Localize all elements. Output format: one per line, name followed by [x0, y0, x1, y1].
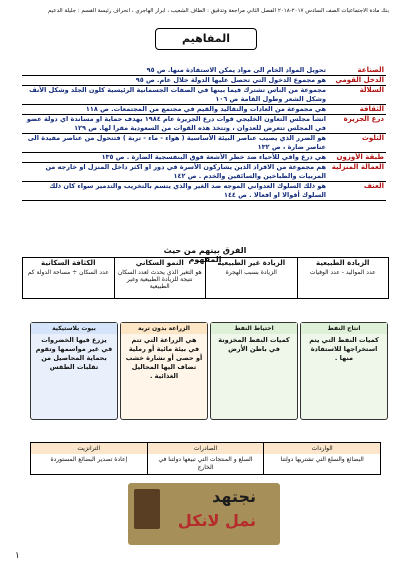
comparison-cell — [297, 258, 389, 298]
comparison-body: هو التغير الذي يحدث لعدد السكان نتيجة للزيادة الطبيعية وغير الطبيعية — [117, 269, 202, 290]
trade-cell: البضائع والسلع التي تشتريها دولتنا — [280, 456, 364, 463]
logo — [128, 483, 280, 545]
concept-term: الصناعة — [357, 66, 384, 74]
concept-row — [22, 66, 386, 76]
trade-column-exports — [147, 443, 264, 474]
comparison-cell — [114, 258, 206, 298]
box-header: بيوت بلاستيكية — [31, 323, 117, 334]
trade-cell: إعادة تصدير البضائع المستوردة — [50, 456, 128, 463]
box-header: احتياط النفط — [211, 323, 297, 334]
concept-row — [22, 134, 386, 153]
box-body: يزرع فيها الخضروات في غير مواسمها وتقوم بحماية المحاصيل من تقلبات الطقس — [35, 336, 113, 371]
box-header: الزراعة بدون تربة — [121, 323, 207, 334]
comparison-title: الفرق بينهم من حيث المفهوم — [163, 246, 247, 264]
concept-definition: انشأ مجلس التعاون الخليجي قوات درع الجزيرة عام ١٩٨٤ بهدف حماية او مساندة اي دولة عضو في المجلس تتعرض للعدوان ، وتتخذ هذه القوات من السعودية مقرا لها. ص ١٢٩ — [26, 115, 326, 132]
concept-term: العمالة المنزلية — [331, 163, 384, 171]
concept-term: التلوث — [361, 134, 384, 142]
concept-row — [22, 153, 386, 163]
concept-definition: هي مجموعة من العادات والتقاليد والقيم في مجتمع من المجتمعات. ص ١١٨ — [85, 105, 326, 113]
page-header: بنك مادة الاجتماعيات الصف السادس ٢٠١٧-٢٠١٨ الفصل الثاني مراجعة وتدقيق : الطاف الشعيب ، ابرار الهاجري ، انحراف رئيسة القسم : جليلة الدعيم — [47, 8, 389, 14]
comparison-header: النمو السكاني — [135, 259, 184, 267]
comparison-body: عدد السكان ÷ مساحة الدولة كم — [27, 269, 109, 276]
concept-row — [22, 105, 386, 115]
trade-cell: السلع و المنتجات التي تبيعها دولتنا في الخارج — [158, 456, 253, 471]
page-number: ١ — [15, 551, 20, 561]
concepts-table — [22, 66, 386, 201]
box-body: هي الزراعة التي تتم في بيئة مائية أو رملية أو حصى أو نشارة خشب تضاف اليها المحاليل الغذائية . — [125, 336, 203, 380]
box-oil-production — [300, 322, 388, 420]
box-soilless-farming — [120, 322, 208, 420]
comparison-header: الزيادة غير الطبيعية — [217, 259, 286, 267]
logo-line-1: نجتهد — [212, 487, 256, 506]
comparison-table — [22, 257, 389, 299]
comparison-header: الزيادة الطبيعية — [316, 259, 370, 267]
comparison-header: الكثافة السكانية — [41, 259, 96, 267]
box-body: كميات النفط التي يتم استخراجها للاستفادة منها . — [309, 336, 379, 362]
trade-table — [30, 442, 381, 475]
trade-header: الترانزيت — [31, 443, 147, 454]
concept-definition: هو الضرر الذي يصيب عناصر البيئة الأساسية ( هواء - ماء - تربة ) فتتحول من عناصر مفيدة الى عناصر ضارة ، ص ١٣٢ — [27, 134, 326, 151]
concept-row — [22, 115, 386, 134]
trade-header: الصادرات — [148, 443, 264, 454]
logo-line-2: نمل لانكل — [177, 511, 256, 530]
box-header: انتاج النفط — [301, 323, 387, 334]
concept-row — [22, 182, 386, 201]
concept-definition: مجموعة من الناس تشترك فيما بينها في الصفات الجسمانية الرئيسية كلون الجلد وشكل الأنف وشكل الشعر وطول القامة ص ١٠٦ — [29, 86, 326, 103]
concept-row — [22, 86, 386, 105]
trade-header: الواردات — [264, 443, 380, 454]
box-greenhouses — [30, 322, 118, 420]
books-icon — [134, 489, 160, 529]
concept-definition: هي درع واقي للأحياء ضد خطر الأشعة فوق البنفسجية الضارة . ص ١٣٥ — [101, 153, 326, 161]
page-title: المفاهيم — [155, 28, 257, 50]
trade-column-imports — [263, 443, 380, 474]
comparison-cell — [23, 258, 114, 298]
concept-term: الثقافة — [359, 105, 384, 113]
comparison-body: عدد المواليد - عدد الوفيات — [309, 269, 376, 276]
concept-term: العنف — [363, 182, 384, 190]
concept-term: درع الجزيرة — [343, 115, 384, 123]
box-body: كميات النفط المخزونة في باطن الأرض — [218, 336, 290, 353]
box-oil-reserve — [210, 322, 298, 420]
trade-column-transit — [31, 443, 147, 474]
concept-term: طبقة الأوزون — [336, 153, 384, 161]
concept-definition: هو ذلك السلوك العدواني الموجه ضد الغير والذي يتسم بالتخريب والتدمير سواء كان ذلك السلوك أقوالا او افعالا . ص ١٤٤ — [49, 182, 326, 199]
comparison-cell — [205, 258, 297, 298]
concept-term: الدخل القومي — [335, 76, 384, 84]
concept-definition: هم مجموعة من الافراد الذين يشاركون الأسرة في دور او اكثر داخل المنزل او خارجه من المربيات والطباخين والسائقين والخدم . ص ١٤٢ — [45, 163, 326, 180]
concept-row — [22, 76, 386, 86]
concept-definition: هو مجموع الدخول التي تحصل عليها الدولة خلال عام. ص ٩٥ — [135, 76, 326, 84]
concept-definition: تحويل المواد الخام الى مواد يمكن الاستفادة منها. ص ٩٥ — [146, 66, 326, 74]
concept-row — [22, 163, 386, 182]
comparison-body: الزيادة بسبب الهجرة — [225, 269, 277, 276]
concept-term: السلالة — [359, 86, 384, 94]
